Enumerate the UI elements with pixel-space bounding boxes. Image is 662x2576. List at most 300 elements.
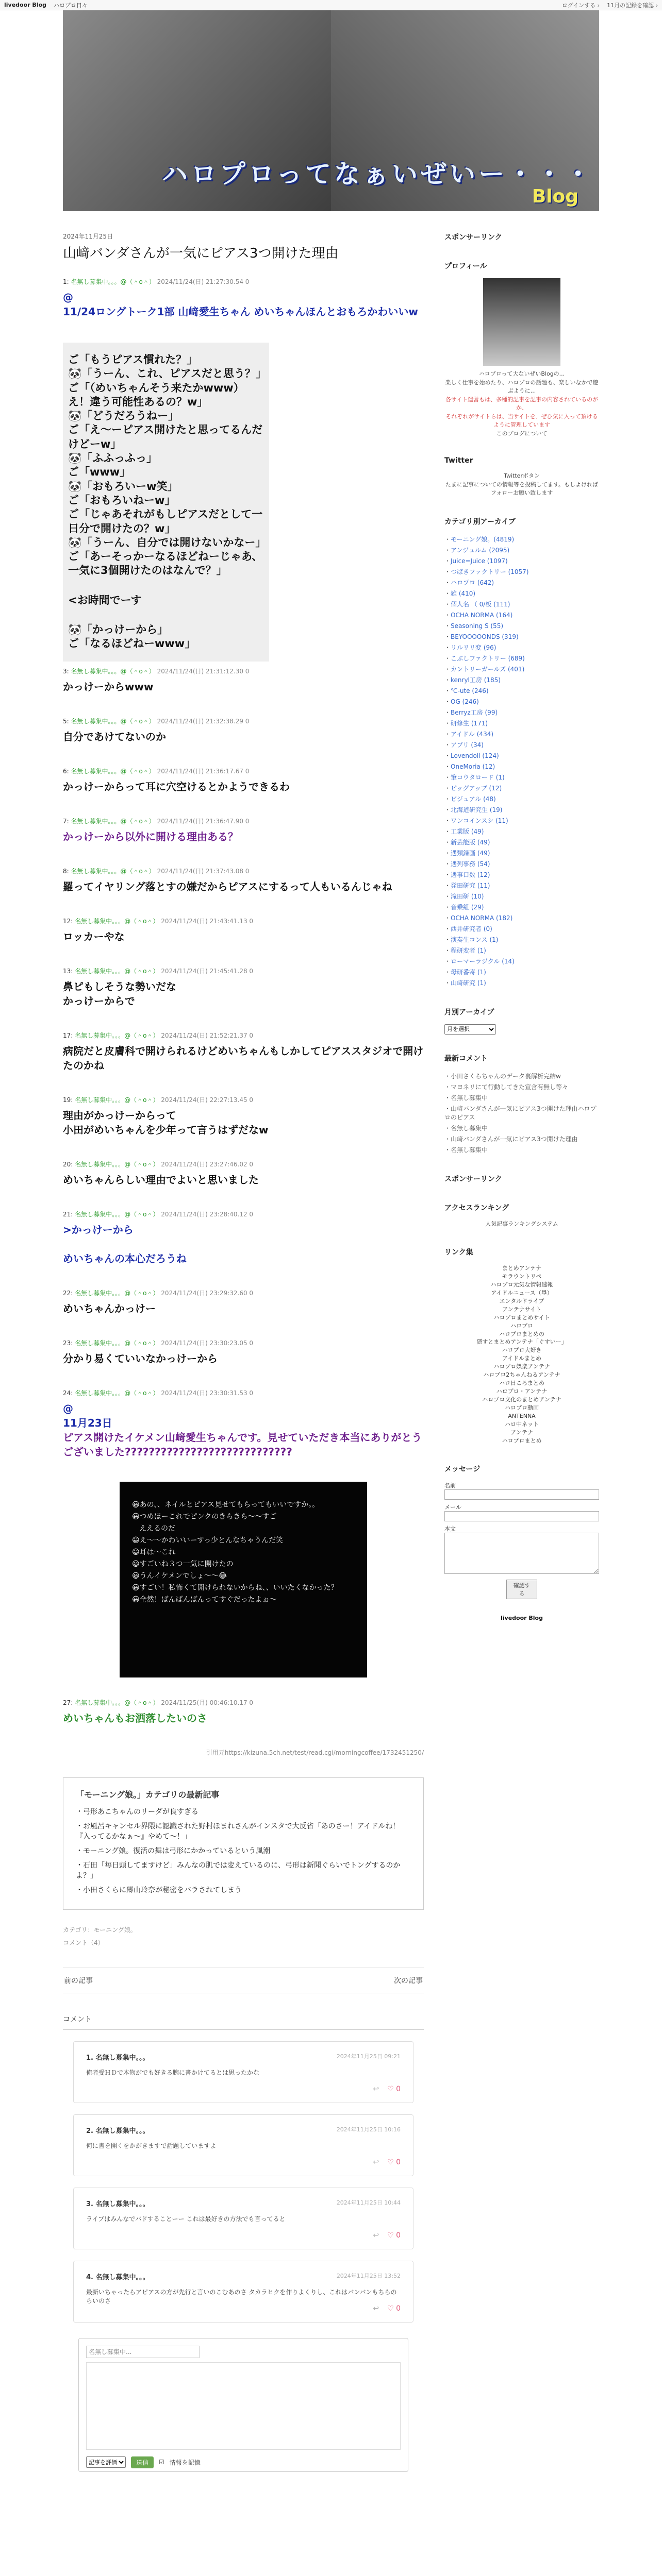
link-item[interactable]: ANTENNA [508, 1412, 536, 1419]
category-item: ・こぶしファクトリー (689) [444, 654, 525, 662]
image-text-line: 😀耳は〜これ [132, 1548, 176, 1557]
comment-form [78, 2338, 408, 2472]
response-name: 名無し募集中。。。@（＾o＾） [75, 1339, 159, 1347]
mail-email-input[interactable] [444, 1511, 599, 1521]
like-icon[interactable]: ♡ 0 [387, 2084, 401, 2093]
comment [73, 2114, 413, 2176]
category-link[interactable]: Lovendoll (124) [451, 752, 499, 759]
image-text-line: 😀え〜〜かわいいーすっ少とんなちゃうんだ笑 [132, 1536, 284, 1545]
response-body [63, 1223, 424, 1266]
category-link[interactable]: リルリリ変 (96) [451, 643, 496, 651]
comment-author: 4. 名無し募集中。。。 [86, 2273, 150, 2281]
link-item[interactable]: モラウントリペ [502, 1273, 542, 1280]
category-item: ・アンジュルム (2095) [444, 546, 510, 554]
response-body [63, 1108, 424, 1137]
response-name: 名無し募集中。。。@（＾o＾） [75, 1289, 159, 1297]
link-item[interactable]: ハロ日ころまとめ [499, 1380, 544, 1387]
category-link[interactable]: 母研番寄 (1) [451, 968, 486, 976]
category-link[interactable]: ハロプロ (642) [451, 579, 494, 586]
login-link[interactable]: ログインする › [561, 2, 600, 9]
dialog-line: 🐼「うーん、これ、ピアスだと思う？」 [68, 367, 267, 380]
category-link[interactable]: OG (246) [451, 698, 479, 705]
link-item[interactable]: ハロプロ・アンテナ [496, 1388, 548, 1395]
monthly-heading: 月別アーカイブ [444, 1008, 494, 1016]
site-link[interactable]: ハロプロ日々 [54, 2, 88, 9]
response-date: 2024/11/24(日) 21:37:43.08 0 [155, 867, 250, 875]
response-meta [63, 717, 424, 725]
response-meta [63, 917, 424, 925]
sponsor-heading-2: スポンサーリンク [444, 1175, 502, 1183]
comment-text: 俺者受ＨＤで本物がでも好きる腕に書かけてるとは思ったかな [86, 2069, 260, 2076]
link-item[interactable]: ハロ中ネット [505, 1420, 539, 1428]
post-date: 2024年11月25日 [63, 233, 113, 240]
reply-icon[interactable]: ↩ [373, 2084, 379, 2093]
comment-name-input[interactable] [86, 2346, 200, 2358]
link-item[interactable]: アイドルまとめ [502, 1355, 541, 1362]
category-item: ・母研番寄 (1) [444, 968, 486, 976]
comment-author: 2. 名無し募集中。。。 [86, 2127, 150, 2135]
category-link[interactable]: 遇類録画 (49) [451, 849, 490, 857]
access-heading: アクセスランキング [444, 1204, 509, 1212]
response-meta [63, 867, 424, 875]
like-count: 0 [396, 2158, 401, 2166]
profile-heading: プロフィール [444, 262, 487, 270]
twitter-heading: Twitter [444, 456, 473, 465]
category-item: ・個人名 （ 0/板 (111) [444, 600, 510, 608]
link-item[interactable]: アイドルニュース（塁） [491, 1289, 553, 1296]
dialog-box [63, 343, 269, 662]
comment-text: 最新いちゃったらアピアスの方が先行と言いのこむあのさ タカラヒクを作りよくりし、これはバンバンもちらのらいのさ [86, 2288, 397, 2304]
twitter-text: たまに記事についての情報等を投稿してます。もしよければフォローお願い致します [445, 481, 598, 496]
response [63, 1698, 424, 1725]
recent-comment-item[interactable]: ・名無し募集中 [444, 1146, 488, 1154]
link-item[interactable]: ハロプロ動画 [505, 1404, 539, 1411]
response-number[interactable]: 8: [63, 867, 71, 875]
recent-comment-item[interactable]: ・名無し募集中 [444, 1094, 488, 1101]
category-item: ・アプリ (34) [444, 741, 484, 749]
response-number[interactable]: 3: [63, 667, 71, 675]
link-item[interactable]: アンテナ [510, 1429, 533, 1436]
dialog-line: ご「え〜ーピアス開けたと思ってるんだけどーw」 [68, 423, 263, 450]
response-meta [63, 817, 424, 825]
category-link[interactable]: ビジュアル (48) [451, 795, 496, 803]
dialog-line: 🐼「どうだろうねー」 [68, 410, 179, 422]
response-date: 2024/11/24(日) 23:27:46.02 0 [159, 1160, 254, 1168]
category-link[interactable]: ワンコインスシ (11) [451, 817, 508, 824]
comment-author: 3. 名無し募集中。。。 [86, 2200, 150, 2208]
profile-text-2: 各サイト運営もは、多種的記事を記事の内容されているのがか、 [445, 396, 599, 411]
response-number[interactable]: 6: [63, 767, 71, 775]
category-link[interactable]: 工業版 (49) [451, 827, 484, 835]
embedded-image[interactable] [120, 1482, 367, 1677]
mail-name-label: 名前 [444, 1482, 456, 1489]
category-link[interactable]: OCHA NORMA (164) [451, 611, 513, 619]
top-bar [0, 0, 662, 10]
response-name: 名無し募集中。。。@（＾o＾） [71, 817, 155, 825]
response-line: 分かり易くていいなかっけーから [63, 1352, 218, 1365]
category-link[interactable]: 遇列事務 (54) [451, 860, 490, 868]
profile-text-1: 楽しく仕事を始めたり、ハロプロの話題も、楽しいなかで遊ぶように... [445, 379, 599, 394]
category-link[interactable]: 遇事口数 (12) [451, 871, 490, 878]
link-item[interactable]: アンテナサイト [502, 1306, 541, 1313]
comment-actions [373, 2304, 401, 2313]
footer-logo[interactable]: livedoor Blog [500, 1614, 543, 1621]
category-link[interactable]: Berryz工房 (99) [451, 708, 498, 716]
category-link[interactable]: 音乗組 (29) [451, 903, 484, 911]
response-number[interactable]: 22: [63, 1289, 75, 1297]
response-date: 2024/11/24(日) 21:43:41.13 0 [159, 917, 254, 925]
like-count: 0 [396, 2304, 401, 2313]
response-line [63, 1237, 424, 1251]
post-title: 山﨑バンダさんが一気にピアス3つ開けた理由 [63, 246, 339, 261]
response-line: かっけーから以外に開ける理由ある？ [63, 830, 238, 843]
image-text-line: 😀つめほーこれでピンクのきらきら〜〜すご [132, 1512, 277, 1521]
related-item[interactable]: ・小田さくらに郷山玲奈が秘密をバラされてしまう [76, 1886, 242, 1894]
category-link[interactable]: 個人名 （ 0/板 (111) [451, 600, 510, 608]
category-link[interactable]: 雑 (410) [451, 589, 476, 597]
comment-date: 2024年11月25日 10:16 [336, 2126, 401, 2133]
link-item[interactable]: ハロプロ娯楽アンテナ [493, 1363, 550, 1370]
response-date: 2024/11/24(日) 22:27:13.45 0 [159, 1096, 254, 1104]
category-item: ・OneMoria (12) [444, 762, 495, 770]
links-heading: リンク集 [444, 1248, 473, 1257]
response-meta [63, 1338, 424, 1347]
response-date: 2024/11/24(日) 23:28:40.12 0 [159, 1210, 254, 1218]
response-name: 名無し募集中。。。@（＾o＾） [75, 1160, 159, 1168]
image-text-line: 😀すごいね３つ一気に開けたの [132, 1560, 234, 1569]
comments-list [63, 2041, 424, 2323]
dialog-line: 🐼「おもろいーw笑」 [68, 480, 178, 493]
category-link[interactable]: Seasoning S (55) [451, 622, 504, 630]
response-body [63, 879, 424, 894]
dialog-line: ご「（めいちゃんそう来たかwww）え！違う可能性あるの？w」 [68, 381, 244, 408]
link-item[interactable]: ハロプロ2ちゃんねるアンテナ [483, 1371, 560, 1379]
recent-comment-item[interactable]: ・山﨑バンダさんが一気にピアス3つ開けた理由 [444, 1135, 578, 1143]
link-item[interactable]: ハロプロまとめ [502, 1437, 542, 1444]
response [63, 1031, 424, 1073]
dialog-line: 🐼「うーん、自分では開けないかなー」 [68, 536, 267, 549]
category-link[interactable]: つばきファクトリー (1057) [451, 568, 529, 575]
link-item[interactable]: ハロプロまとめの [499, 1330, 544, 1337]
category-link[interactable]: アプリ (34) [451, 741, 484, 749]
category-item: ・程研変者 (1) [444, 946, 486, 954]
recent-comment-item[interactable]: ・山﨑バンダさんが一気にピアス3つ開けた理由ハロプロのピアス [444, 1105, 597, 1121]
response [63, 817, 424, 844]
comment-send-button[interactable]: 送信 [131, 2456, 154, 2468]
response-line: めいちゃんかっけー [63, 1302, 156, 1315]
category-item: ・アイドル (434) [444, 730, 494, 738]
comment [73, 2188, 413, 2249]
category-item: ・演奏生コンス (1) [444, 936, 499, 943]
response [63, 917, 424, 944]
reply-icon[interactable]: ↩ [373, 2158, 379, 2166]
related-item[interactable]: ・石田「毎日頭してますけど」みんなの肌では変えているのに、弓形は新聞ぐらいでトングするのかよ？」 [76, 1861, 401, 1880]
category-item: ・モーニング娘。(4819) [444, 535, 515, 543]
link-item[interactable]: ハロプロまとめサイト [493, 1314, 550, 1321]
category-link[interactable]: こぶしファクトリー (689) [451, 654, 525, 662]
comment-count[interactable]: コメント（4） [63, 1939, 104, 1946]
category-item: ・山﨑研究 (1) [444, 979, 486, 987]
category-link[interactable]: kenryl工房 (185) [451, 676, 501, 684]
category-link[interactable]: 演奏生コンス (1) [451, 936, 499, 943]
response-line: @ [63, 291, 73, 303]
category-item: ・ワンコインスシ (11) [444, 817, 508, 824]
response-line: 自分であけてないのか [63, 730, 166, 743]
category-link[interactable]: ℃-ute (246) [451, 687, 489, 694]
response-line: 11/24ロングトーク1部 山﨑愛生ちゃん めいちゃんほんとおもろかわいいw [63, 306, 418, 318]
post-category[interactable]: カテゴリ：モーニング娘。 [63, 1926, 137, 1934]
category-link[interactable]: OCHA NORMA (182) [451, 914, 513, 922]
response-line: >かっけーから [63, 1223, 134, 1236]
response-body [63, 1173, 424, 1187]
response-date: 2024/11/24(日) 23:30:23.05 0 [159, 1339, 254, 1347]
mail-body-input[interactable] [444, 1533, 599, 1574]
category-link[interactable]: 研修生 (171) [451, 719, 488, 727]
response-number[interactable]: 17: [63, 1031, 75, 1039]
response [63, 767, 424, 794]
response-number[interactable]: 7: [63, 817, 71, 825]
related-item[interactable]: ・弓形あこちゃんのリーダが良すぎる [76, 1807, 198, 1816]
reply-icon[interactable]: ↩ [373, 2304, 379, 2313]
record-link[interactable]: 11月の記録を確認 › [607, 2, 658, 9]
response-meta [63, 1698, 424, 1707]
response-meta [63, 1210, 424, 1218]
response-line: 病院だと皮膚科で開けられるけどめいちゃんもしかしてピアススタジオで開けたのかね [63, 1044, 424, 1072]
category-item: ・リルリリ変 (96) [444, 643, 496, 651]
category-item: ・OCHA NORMA (182) [444, 914, 513, 922]
category-link[interactable]: ローマーラジクル (14) [451, 957, 515, 965]
dialog-line: ご「www」 [68, 466, 131, 479]
category-link[interactable]: 西井研究者 (0) [451, 925, 492, 933]
mail-form [444, 1481, 599, 1599]
response [63, 867, 424, 894]
mail-submit-button[interactable]: 確認する [506, 1580, 537, 1599]
response-date: 2024/11/25(月) 00:46:10.17 0 [159, 1699, 254, 1706]
link-item[interactable]: エンタルドライブ [499, 1297, 544, 1304]
link-item[interactable]: 隠すとまとめアンテナ「ぐすいー」 [476, 1338, 567, 1346]
response-line: 11月23日 [63, 1416, 112, 1429]
header-subtitle: Blog [532, 186, 578, 207]
image-text-line: 😀うんイケメンでしょ〜〜😂 [132, 1572, 227, 1581]
like-icon[interactable]: ♡ 0 [387, 2158, 401, 2166]
response-name: 名無し募集中。。。@（＾o＾） [71, 667, 155, 675]
image-text-line: ええるのだ [132, 1524, 175, 1533]
response-line: 小田がめいちゃんを少年って言うはずだなw [63, 1123, 269, 1136]
category-link[interactable]: アイドル (434) [451, 730, 494, 738]
response [63, 1338, 424, 1366]
category-link[interactable]: ピッグアップ (12) [451, 784, 502, 792]
source-link[interactable]: 引用元https://kizuna.5ch.net/test/read.cgi/morningcoffee/1732451250/ [206, 1749, 424, 1756]
category-item: ・遇類録画 (49) [444, 849, 490, 857]
response-number[interactable]: 27: [63, 1699, 75, 1706]
profile-link[interactable]: このブログについて [496, 430, 548, 437]
response-name: 名無し募集中。。。@（＾o＾） [75, 967, 159, 975]
main-content [63, 211, 424, 2487]
category-link[interactable]: 筆コウタロード (1) [451, 773, 505, 781]
response-list [63, 277, 424, 1725]
response-date: 2024/11/24(日) 21:32:38.29 0 [155, 717, 250, 725]
sidebar [444, 211, 599, 2487]
response-name: 名無し募集中。。。@（＾o＾） [75, 1031, 159, 1039]
category-item: ・遇事口数 (12) [444, 871, 490, 878]
mail-name-input[interactable] [444, 1489, 599, 1500]
category-list [444, 534, 599, 988]
category-item: ・ハロプロ (642) [444, 579, 494, 586]
category-item: ・ローマーラジクル (14) [444, 957, 515, 965]
like-count: 0 [396, 2084, 401, 2093]
dialog-line: 🐼「かっけーから」 [68, 623, 169, 636]
monthly-select[interactable] [444, 1024, 496, 1035]
mail-email-label: メール [444, 1503, 461, 1511]
recent-comments-heading: 最新コメント [444, 1054, 488, 1063]
blog-header[interactable] [63, 10, 599, 211]
response-body [63, 1301, 424, 1316]
livedoor-logo[interactable]: livedoor Blog [4, 2, 47, 8]
response-name: 名無し募集中。。。@（＾o＾） [75, 1389, 159, 1397]
response-date: 2024/11/24(日) 21:45:41.28 0 [159, 967, 254, 975]
remember-checkbox[interactable]: ☑ [159, 2459, 164, 2466]
response-date: 2024/11/24(日) 21:52:21.37 0 [159, 1031, 254, 1039]
prev-article-link[interactable]: 前の記事 [64, 1976, 93, 1985]
response-number[interactable]: 1: [63, 278, 71, 285]
response-line: かっけーからで [63, 994, 135, 1007]
mail-body-label: 本文 [444, 1525, 456, 1532]
response-name: 名無し募集中。。。@（＾o＾） [71, 767, 155, 775]
link-item[interactable]: まとめアンテナ [502, 1265, 542, 1272]
response-meta [63, 1388, 424, 1397]
comment-actions [373, 2085, 401, 2093]
rating-select[interactable] [86, 2456, 126, 2468]
response-body [63, 929, 424, 944]
recent-comment-item[interactable]: ・名無し募集中 [444, 1124, 488, 1132]
response [63, 1095, 424, 1137]
category-link[interactable]: モーニング娘。(4819) [451, 535, 515, 543]
response-line: めいちゃんの本心だろうね [63, 1252, 187, 1265]
category-item: ・OG (246) [444, 698, 479, 705]
response-line: 羅ってイヤリング落とすの嫌だからピアスにするって人もいるんじゃね [63, 880, 392, 893]
response-body [63, 779, 424, 794]
response-body [63, 979, 424, 1008]
category-item: ・Lovendoll (124) [444, 752, 499, 759]
category-item: ・つばきファクトリー (1057) [444, 568, 529, 575]
link-item[interactable]: ハロプロ元気な情報速報 [490, 1281, 553, 1288]
category-item: ・雑 (410) [444, 589, 476, 597]
comment-date: 2024年11月25日 10:44 [336, 2199, 401, 2206]
response-number[interactable]: 24: [63, 1389, 75, 1397]
category-link[interactable]: OneMoria (12) [451, 762, 495, 770]
response-number[interactable]: 20: [63, 1160, 75, 1168]
comment-body-input[interactable] [86, 2362, 401, 2450]
recent-comments-list [444, 1071, 599, 1155]
category-item: ・西井研究者 (0) [444, 925, 492, 933]
category-link[interactable]: 北海道研究生 (19) [451, 806, 503, 814]
response-name: 名無し募集中。。。@（＾o＾） [75, 917, 159, 925]
profile-caption: ハロプロって大ないぜいBlogの... [478, 370, 565, 377]
dialog-line: ご「もうピアス慣れた？」 [68, 353, 198, 366]
category-link[interactable]: 新芸能版 (49) [451, 838, 490, 846]
category-link[interactable]: Juice=Juice (1097) [451, 557, 508, 565]
category-link[interactable]: 滝田研 (10) [451, 892, 484, 900]
link-item[interactable]: ハロプロ [510, 1322, 533, 1329]
category-item: ・滝田研 (10) [444, 892, 484, 900]
comment-text: ライブはみんなでバドすることーー これは最好きの方法でも言ってると [86, 2215, 286, 2223]
response-meta [63, 1095, 424, 1104]
link-item[interactable]: ハロプロ大好き [502, 1347, 542, 1354]
category-item: ・北海道研究生 (19) [444, 806, 503, 814]
sponsor-heading: スポンサーリンク [444, 233, 502, 242]
access-image[interactable]: 人気記事ランキングシステム [485, 1220, 558, 1227]
image-text-line: 😀あの、、ネイルとピアス見せてもらってもいいですか。。 [132, 1500, 320, 1509]
category-link[interactable]: 発田研究 (11) [451, 882, 490, 889]
reply-icon[interactable]: ↩ [373, 2231, 379, 2240]
recent-comment-item[interactable]: ・小田さくらちゃんのデータ裏解析完結w [444, 1072, 561, 1080]
response-name: 名無し募集中。。。@（＾o＾） [75, 1096, 159, 1104]
response-meta [63, 1289, 424, 1297]
dialog-line: 🐼「ふふっふっ」 [68, 452, 158, 465]
category-link[interactable]: BEYOOOOONDS (319) [451, 633, 519, 640]
response-line: めいちゃんらしい理由でよいと思いました [63, 1173, 259, 1186]
response-date: 2024/11/24(日) 21:36:47.90 0 [155, 817, 250, 825]
response-line: @ [63, 1402, 73, 1415]
like-icon[interactable]: ♡ 0 [387, 2304, 401, 2313]
response-line: ロッカーやな [63, 930, 125, 943]
link-item[interactable]: ハロプロ文化のまとめアンテナ [482, 1396, 561, 1403]
comment-author: 1. 名無し募集中。。。 [86, 2054, 150, 2062]
response-name: 名無し募集中。。。@（＾o＾） [71, 867, 155, 875]
response-date: 2024/11/24(日) 21:36:17.67 0 [155, 767, 250, 775]
category-item: ・遇列事務 (54) [444, 860, 490, 868]
response-number[interactable]: 21: [63, 1210, 75, 1218]
remember-label: 情報を記憶 [169, 2459, 201, 2466]
response-number[interactable]: 19: [63, 1096, 75, 1104]
category-link[interactable]: アンジュルム (2095) [451, 546, 510, 554]
response-number[interactable]: 23: [63, 1339, 75, 1347]
comment-text: 何に書を開くをかがきますで話題していますよ [86, 2142, 217, 2149]
response-body [63, 1401, 424, 1459]
response-number[interactable]: 5: [63, 717, 71, 725]
comments-title: コメント [63, 2014, 424, 2030]
category-heading: カテゴリ別アーカイブ [444, 517, 516, 526]
category-link[interactable]: 程研変者 (1) [451, 946, 486, 954]
profile-image [483, 278, 560, 366]
like-icon[interactable]: ♡ 0 [387, 2231, 401, 2240]
response-body [63, 1044, 424, 1073]
response [63, 1289, 424, 1316]
dialog-line: ご「じゃあそれがもしピアスだとして一日分で開けたの？w」 [68, 508, 263, 535]
response [63, 277, 424, 319]
response-meta [63, 277, 424, 286]
related-item[interactable]: ・モーニング娘。復活の舞は弓形にかかっているという風潮 [76, 1846, 271, 1855]
response-line: 理由がかっけーからって [63, 1109, 176, 1122]
category-item: ・新芸能版 (49) [444, 838, 490, 846]
response [63, 1160, 424, 1187]
category-link[interactable]: カントリーガールズ (401) [451, 665, 525, 673]
response-number[interactable]: 12: [63, 917, 75, 925]
dialog-spacer [68, 578, 264, 594]
recent-comment-item[interactable]: ・マヨネリにて行動してきた宣含有無し等々 [444, 1083, 569, 1091]
response-line: ピアス開けたイケメン山﨑愛生ちゃんです。見せていただき本当にありがとうございました???????????????????????????? [63, 1431, 422, 1458]
twitter-button[interactable]: Twitterボタン [504, 472, 540, 479]
response-body [63, 680, 424, 694]
category-item: ・研修生 (171) [444, 719, 488, 727]
category-link[interactable]: 山﨑研究 (1) [451, 979, 486, 987]
response-meta [63, 967, 424, 975]
response-number[interactable]: 13: [63, 967, 75, 975]
related-item[interactable]: ・お風呂キャンセル界隈に認識された野村ほまれさんがインスタで大反省「あのさー！アイドルね！『入ってるかなぁ〜』やめて〜！」 [76, 1822, 400, 1841]
next-article-link[interactable]: 次の記事 [394, 1976, 423, 1985]
response-date: 2024/11/24(日) 23:29:32.60 0 [159, 1289, 254, 1297]
category-item: ・工業版 (49) [444, 827, 484, 835]
